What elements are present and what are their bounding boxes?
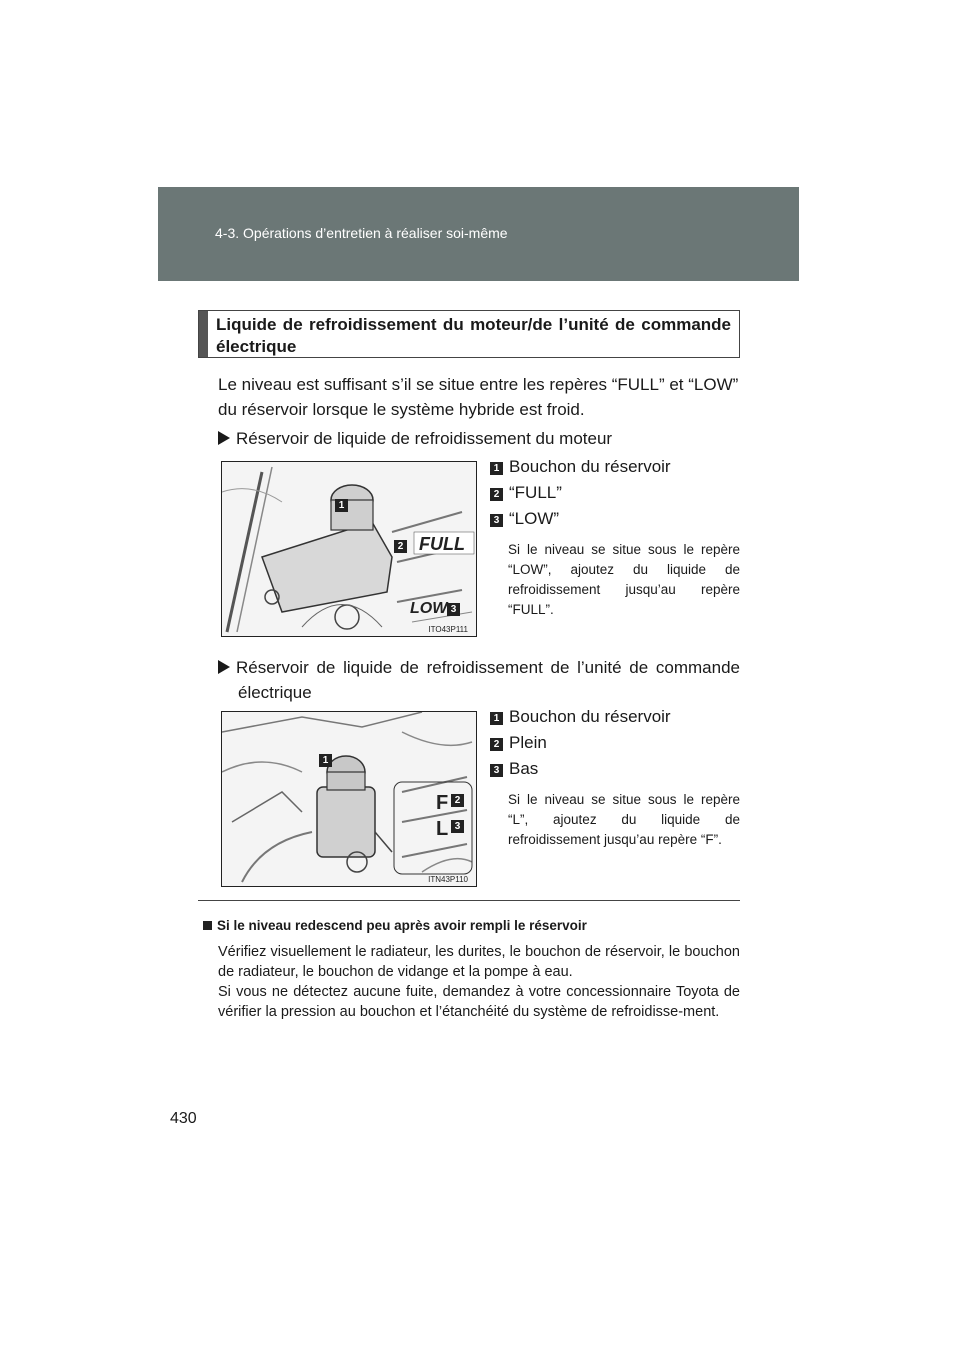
section-title: Liquide de refroidissement du moteur/de l’unité de commande électrique [216,315,731,356]
engine-reservoir-note: Si le niveau se situe sous le repère “LOW”, ajoutez du liquide de refroidissement jusqu’au repère “FULL”. [508,542,740,617]
callout-2: 2 [451,794,464,807]
engine-reservoir-illustration [221,461,477,637]
engine-reservoir-bullet [218,426,612,451]
pcu-reservoir-bullet [218,655,740,705]
low-mark-label: LOW [410,600,448,617]
legend-number: 2 [490,488,503,501]
engine-reservoir-legend [490,454,740,620]
pcu-reservoir-legend [490,704,740,850]
triangle-bullet-icon [218,660,230,674]
engine-reservoir-drawing [222,462,476,636]
callout-2: 2 [394,540,407,553]
subsection-body [218,942,740,1022]
intro-paragraph: Le niveau est suffisant s’il se situe entre les repères “FULL” et “LOW” du réservoir lorsque le système hybride est froid. [218,375,739,419]
callout-3: 3 [447,603,460,616]
subsection-heading [203,918,587,933]
chapter-header-title: 4-3. Opérations d’entretien à réaliser soi-même [215,225,508,241]
subsection-paragraph: Si vous ne détectez aucune fuite, demandez à votre concessionnaire Toyota de vérifier la pression au bouchon et l’étanchéité du système de refroidisse-ment. [218,984,740,1020]
callout-1: 1 [319,754,332,767]
pcu-reservoir-drawing [222,712,476,886]
subsection-paragraph: Vérifiez visuellement le radiateur, les durites, le bouchon de réservoir, le bouchon de radiateur, le bouchon de vidange et la pompe à eau. [218,944,740,980]
subsection-heading-text: Si le niveau redescend peu après avoir rempli le réservoir [217,918,587,933]
callout-3: 3 [451,820,464,833]
section-title-box [198,310,740,358]
legend-label: Plein [509,733,547,752]
engine-reservoir-title: Réservoir de liquide de refroidissement du moteur [236,429,613,448]
legend-number: 2 [490,738,503,751]
l-mark-label: L [436,818,449,840]
page-number: 430 [170,1110,197,1127]
legend-item [490,730,740,756]
figure-code: ITN43P110 [428,875,468,884]
legend-item [490,704,740,730]
legend-item [490,480,740,506]
legend-label: “LOW” [509,509,560,528]
pcu-reservoir-title: Réservoir de liquide de refroidissement de l’unité de commande électrique [236,658,740,702]
triangle-bullet-icon [218,431,230,445]
callout-1: 1 [335,499,348,512]
legend-number: 1 [490,462,503,475]
legend-number: 1 [490,712,503,725]
legend-label: Bas [509,759,539,778]
legend-label: Bouchon du réservoir [509,457,671,476]
legend-number: 3 [490,764,503,777]
full-mark-label: FULL [419,534,465,554]
section-title-bar [199,311,208,357]
legend-item [490,506,740,532]
square-bullet-icon [203,921,212,930]
legend-item [490,756,740,782]
section-divider [198,900,740,901]
legend-label: “FULL” [509,483,562,502]
figure-code: ITO43P111 [428,625,468,634]
pcu-reservoir-illustration [221,711,477,887]
legend-item [490,454,740,480]
f-mark-label: F [436,792,449,814]
legend-label: Bouchon du réservoir [509,707,671,726]
legend-number: 3 [490,514,503,527]
pcu-reservoir-note: Si le niveau se situe sous le repère “L”, ajoutez du liquide de refroidissement jusqu’au repère “F”. [508,792,740,847]
